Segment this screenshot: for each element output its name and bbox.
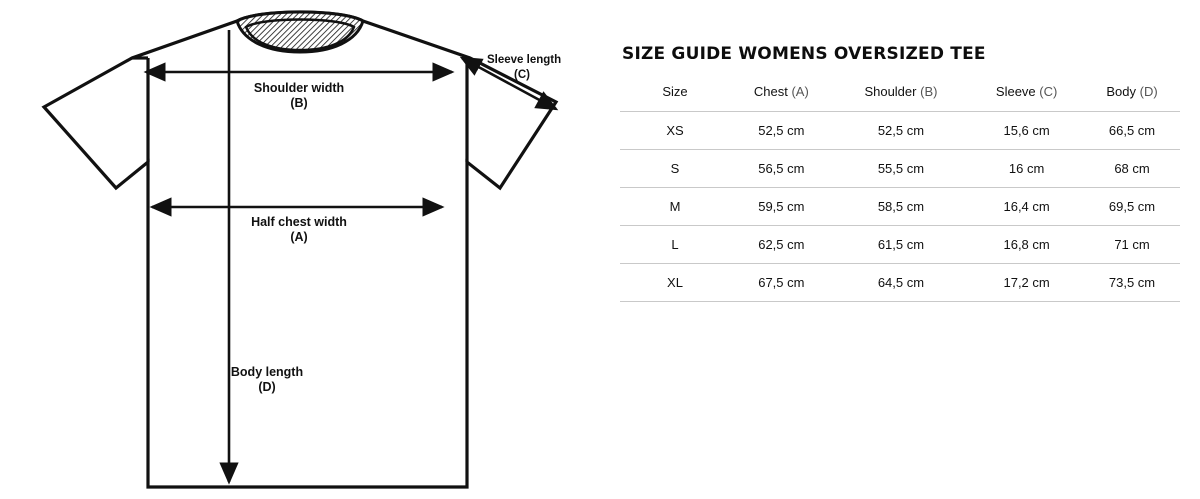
shoulder-width-label: Shoulder width: [253, 81, 345, 95]
sleeve-length-label: Sleeve length: [487, 54, 562, 66]
cell-body: 69,5 cm: [1084, 188, 1180, 226]
cell-sleeve: 17,2 cm: [969, 264, 1084, 302]
cell-chest: 59,5 cm: [730, 188, 833, 226]
column-header-body-label: Body: [1106, 84, 1136, 99]
cell-chest: 62,5 cm: [730, 226, 833, 264]
column-header-sleeve-label: Sleeve: [995, 84, 1036, 99]
size-guide-title: SIZE GUIDE WOMENS OVERSIZED TEE: [622, 44, 986, 64]
body-length-code: (D): [258, 380, 276, 394]
cell-sleeve: 16,4 cm: [969, 188, 1084, 226]
table-row: [620, 188, 1180, 226]
half-chest-width-label: Half chest width: [251, 215, 347, 229]
table-header-row: [620, 72, 1180, 112]
column-header-shoulder: [833, 72, 970, 112]
cell-chest: 56,5 cm: [730, 150, 833, 188]
cell-size: M: [620, 188, 730, 226]
cell-size: L: [620, 226, 730, 264]
column-header-body: [1084, 72, 1180, 112]
column-header-shoulder-code: (B): [920, 84, 938, 99]
cell-shoulder: 55,5 cm: [833, 150, 970, 188]
cell-sleeve: 15,6 cm: [969, 112, 1084, 150]
cell-sleeve: 16 cm: [969, 150, 1084, 188]
column-header-size: [620, 72, 730, 112]
cell-chest: 67,5 cm: [730, 264, 833, 302]
shoulder-width-code: (B): [290, 96, 308, 110]
column-header-sleeve-code: (C): [1039, 84, 1058, 99]
table-row: [620, 112, 1180, 150]
cell-chest: 52,5 cm: [730, 112, 833, 150]
table-row: [620, 150, 1180, 188]
column-header-chest-label: Chest: [753, 84, 788, 99]
cell-size: XL: [620, 264, 730, 302]
cell-body: 68 cm: [1084, 150, 1180, 188]
column-header-body-code: (D): [1139, 84, 1158, 99]
cell-shoulder: 61,5 cm: [833, 226, 970, 264]
size-guide-pane: [600, 0, 1200, 499]
cell-size: S: [620, 150, 730, 188]
cell-size: XS: [620, 112, 730, 150]
cell-body: 73,5 cm: [1084, 264, 1180, 302]
half-chest-width-code: (A): [290, 230, 308, 244]
size-guide-table: [620, 72, 1180, 302]
column-header-size-label: Size: [662, 84, 688, 99]
cell-shoulder: 52,5 cm: [833, 112, 970, 150]
body-length-label: Body length: [230, 365, 304, 379]
cell-shoulder: 58,5 cm: [833, 188, 970, 226]
cell-body: 66,5 cm: [1084, 112, 1180, 150]
table-row: [620, 226, 1180, 264]
cell-sleeve: 16,8 cm: [969, 226, 1084, 264]
column-header-chest-code: (A): [791, 84, 809, 99]
sleeve-length-code: (C): [514, 69, 530, 81]
column-header-shoulder-label: Shoulder: [864, 84, 917, 99]
cell-body: 71 cm: [1084, 226, 1180, 264]
cell-shoulder: 64,5 cm: [833, 264, 970, 302]
column-header-sleeve: [969, 72, 1084, 112]
column-header-chest: [730, 72, 833, 112]
table-row: [620, 264, 1180, 302]
